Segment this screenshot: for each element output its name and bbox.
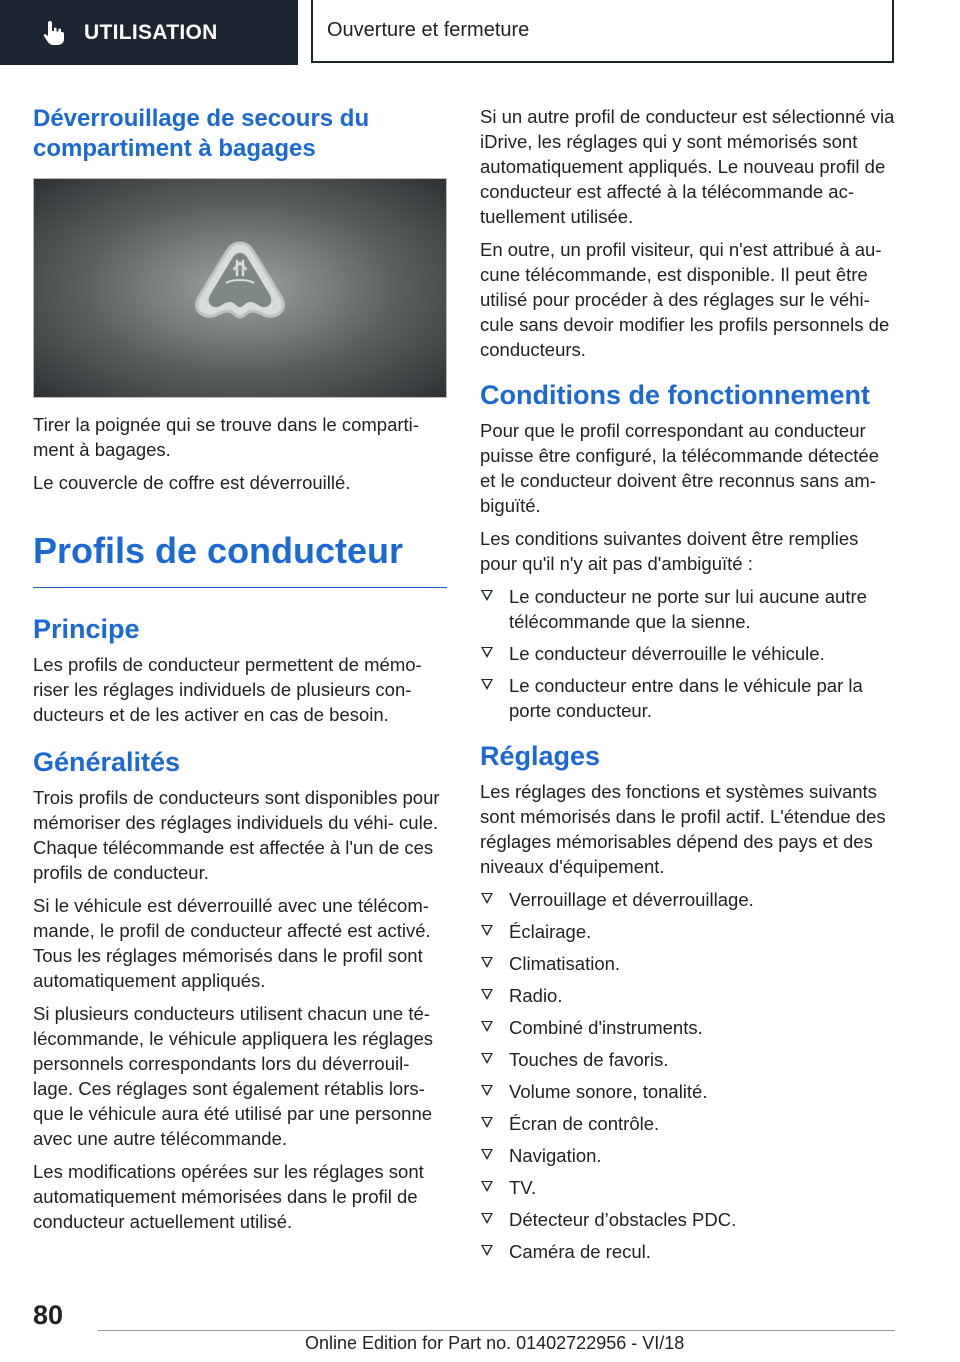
list-item-text: Le conducteur entre dans le véhicule par la porte conducteur. [509, 675, 863, 721]
trunk-handle-icon [34, 179, 446, 397]
profile-select-paragraph: Si un autre profil de conducteur est sélectionné via iDrive, les réglages qui y sont mémorisés sont automatiquement appliqués. Le nouveau profil de conducteur est affecté à la télécommande ac‐ tuellement utilisée. [480, 106, 895, 227]
chapter-title: Ouverture et fermeture [311, 0, 894, 63]
principle-heading: Principe [33, 614, 140, 644]
triangle-down-icon [481, 590, 493, 601]
emergency-paragraph-1: Tirer la poignée qui se trouve dans le comparti‐ ment à bagages. [33, 414, 419, 460]
list-item [480, 919, 896, 944]
list-item-text: Volume sonore, tonalité. [509, 1081, 708, 1102]
list-item-text: Le conducteur ne porte sur lui aucune autre télécommande que la sienne. [509, 586, 867, 632]
list-item [480, 1143, 896, 1168]
list-item-text: Écran de contrôle. [509, 1113, 660, 1134]
principle-paragraph: Les profils de conducteur permettent de mémo‐ riser les réglages individuels de plusieurs con‐ ducteurs et de les activer en cas de besoin. [33, 654, 422, 725]
triangle-down-icon [481, 1213, 493, 1224]
emergency-release-heading: Déverrouillage de secours du compartiment à bagages [33, 105, 370, 162]
list-item-text: Touches de favoris. [509, 1049, 669, 1070]
general-paragraph-2: Si le véhicule est déverrouillé avec une télécom‐ mande, le profil de conducteur affecté est activé. Tous les réglages mémorisés dans le profil sont automatiquement appliqués. [33, 895, 431, 991]
list-item-text: Navigation. [509, 1145, 602, 1166]
list-item-text: Verrouillage et déverrouillage. [509, 889, 754, 910]
settings-list [480, 887, 896, 1264]
triangle-down-icon [481, 925, 493, 936]
list-item-text: Radio. [509, 985, 563, 1006]
conditions-list [480, 584, 896, 723]
triangle-down-icon [481, 1245, 493, 1256]
section-tab [0, 0, 298, 65]
list-item [480, 983, 896, 1008]
triangle-down-icon [481, 1021, 493, 1032]
list-item [480, 1207, 896, 1232]
triangle-down-icon [481, 679, 493, 690]
triangle-down-icon [481, 1053, 493, 1064]
conditions-paragraph-1: Pour que le profil correspondant au conducteur puisse être configuré, la télécommande détectée et le conducteur doivent être reconnus sans am‐ biguïté. [480, 420, 880, 516]
section-label: UTILISATION [84, 20, 218, 44]
list-item [480, 673, 896, 723]
list-item [480, 1047, 896, 1072]
triangle-down-icon [481, 893, 493, 904]
triangle-down-icon [481, 647, 493, 658]
conditions-paragraph-2: Les conditions suivantes doivent être remplies pour qu'il n'y ait pas d'ambiguïté : [480, 528, 859, 574]
visitor-profile-paragraph: En outre, un profil visiteur, qui n'est attribué à au‐ cune télécommande, est disponible. Il peut être utilisé pour procéder à des réglages sur le véhi‐ cule sans devoir modifier les profils personnels de conducteurs. [480, 239, 890, 360]
list-item [480, 887, 896, 912]
list-item [480, 1015, 896, 1040]
general-paragraph-1: Trois profils de conducteurs sont disponibles pour mémoriser des réglages individuels du véhi‐ cule. Chaque télécommande est affectée à l'un de ces profils de conducteur. [33, 787, 440, 883]
footer-divider [98, 1330, 895, 1331]
list-item-text: TV. [509, 1177, 537, 1198]
list-item [480, 1239, 896, 1264]
list-item [480, 951, 896, 976]
emergency-paragraph-2: Le couvercle de coffre est déverrouillé. [33, 472, 351, 493]
list-item [480, 1175, 896, 1200]
triangle-down-icon [481, 1085, 493, 1096]
list-item-text: Combiné d'instruments. [509, 1017, 703, 1038]
triangle-down-icon [481, 989, 493, 1000]
list-item [480, 1079, 896, 1104]
edition-footer: Online Edition for Part no. 01402722956 - VI/18 [305, 1333, 685, 1353]
general-heading: Généralités [33, 747, 181, 777]
list-item [480, 1111, 896, 1136]
list-item [480, 641, 896, 666]
conditions-heading: Conditions de fonctionnement [480, 380, 870, 410]
list-item-text: Le conducteur déverrouille le véhicule. [509, 643, 825, 664]
triangle-down-icon [481, 957, 493, 968]
general-paragraph-3: Si plusieurs conducteurs utilisent chacun une té‐ lécommande, le véhicule appliquera les réglages personnels correspondants lors du déverrouil‐ lage. Ces réglages sont également rétablis lors‐ que le véhicule aura été utilisé par une personne avec une autre télécommande. [33, 1003, 434, 1149]
hand-pointer-icon [40, 19, 68, 47]
settings-paragraph: Les réglages des fonctions et systèmes suivants sont mémorisés dans le profil actif. L'étendue des réglages mémorisables dépend des pays et des niveaux d'équipement. [480, 781, 886, 877]
list-item-text: Détecteur d’obstacles PDC. [509, 1209, 737, 1230]
settings-heading: Réglages [480, 741, 601, 771]
triangle-down-icon [481, 1181, 493, 1192]
general-paragraph-4: Les modifications opérées sur les réglages sont automatiquement mémorisées dans le profil de conducteur actuellement utilisé. [33, 1161, 424, 1232]
trunk-release-photo [33, 178, 447, 398]
list-item-text: Éclairage. [509, 921, 592, 942]
list-item [480, 584, 896, 634]
list-item-text: Caméra de recul. [509, 1241, 651, 1262]
list-item-text: Climatisation. [509, 953, 621, 974]
profiles-heading: Profils de conducteur [33, 529, 447, 588]
left-column [33, 100, 447, 1242]
right-column [480, 100, 896, 1272]
page-number: 80 [33, 1300, 64, 1330]
triangle-down-icon [481, 1117, 493, 1128]
triangle-down-icon [481, 1149, 493, 1160]
